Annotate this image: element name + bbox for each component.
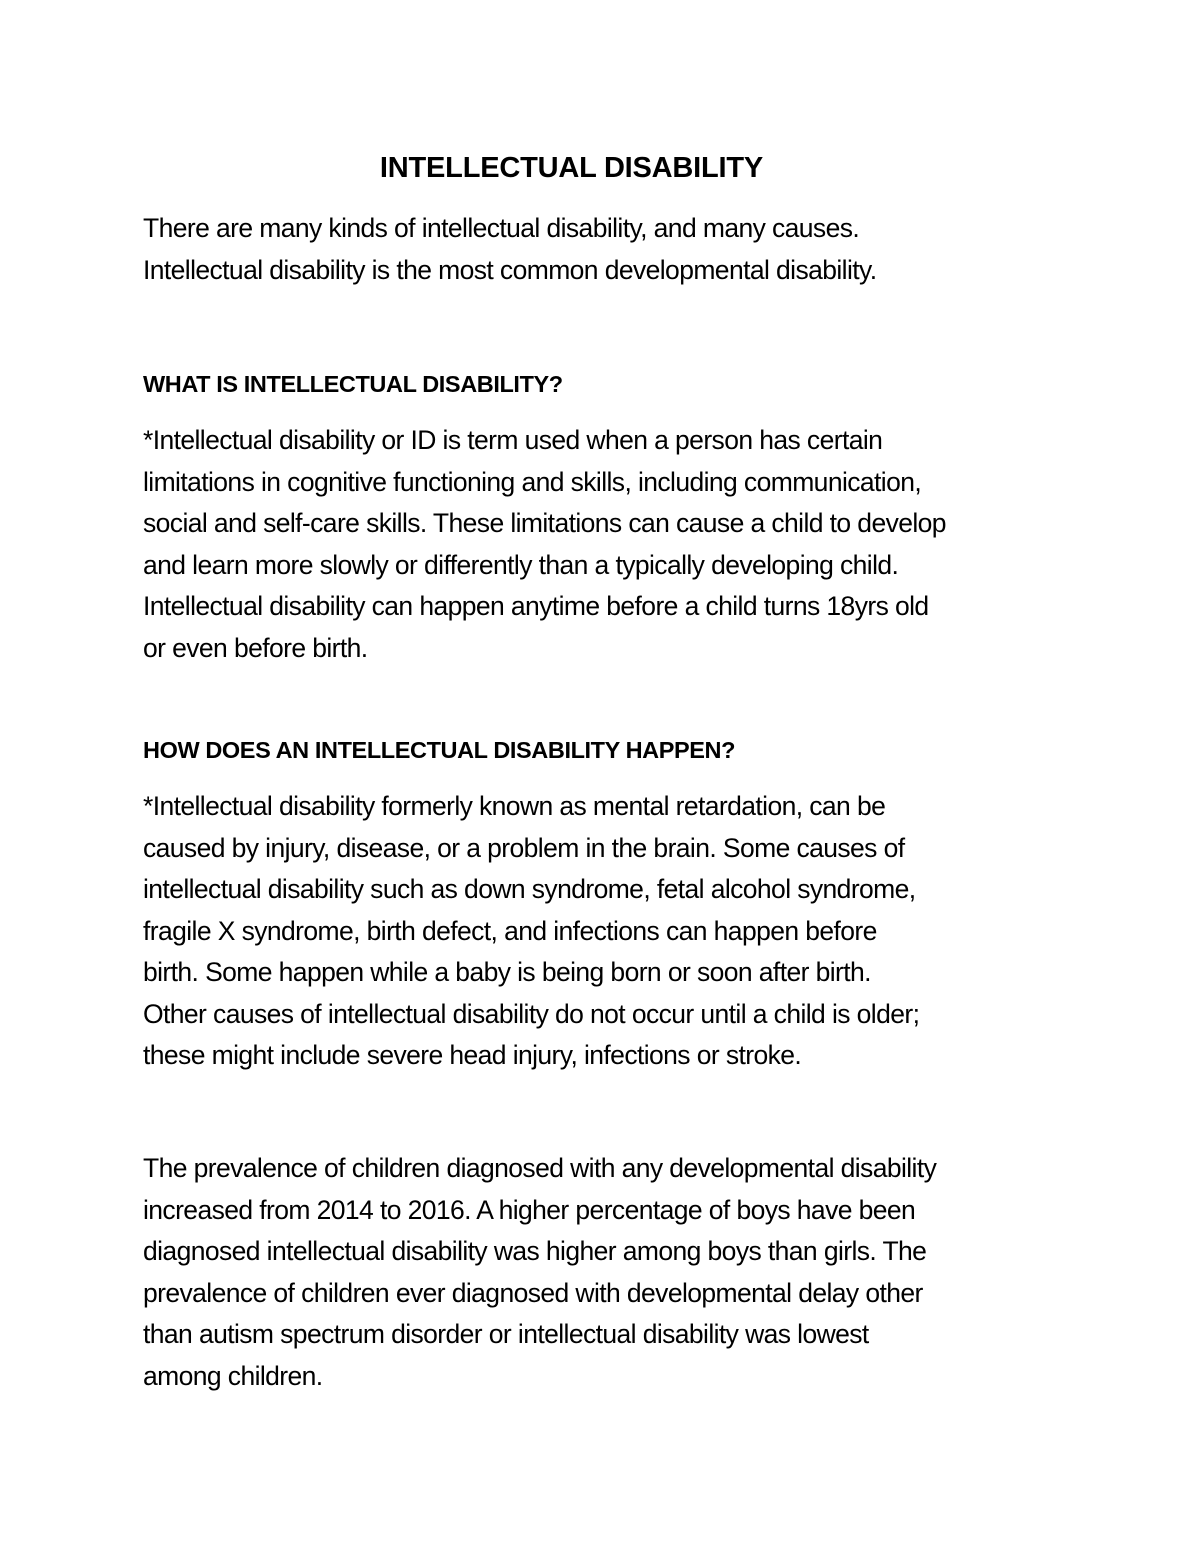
paragraph-line: *Intellectual disability or ID is term used when a person has certain: [143, 425, 883, 455]
paragraph-line: diagnosed intellectual disability was higher among boys than girls. The: [143, 1236, 927, 1266]
paragraph-line: these might include severe head injury, infections or stroke.: [143, 1040, 802, 1070]
paragraph-line: The prevalence of children diagnosed with any developmental disability: [143, 1153, 937, 1183]
paragraph-line: Intellectual disability can happen anytime before a child turns 18yrs old: [143, 591, 929, 621]
paragraph-line: *Intellectual disability formerly known as mental retardation, can be: [143, 791, 886, 821]
paragraph-line: increased from 2014 to 2016. A higher percentage of boys have been: [143, 1194, 916, 1225]
paragraph-line: prevalence of children ever diagnosed with developmental delay other: [143, 1277, 923, 1308]
paragraph-line: fragile X syndrome, birth defect, and infections can happen before: [143, 915, 877, 946]
paragraph-line: than autism spectrum disorder or intellectual disability was lowest: [143, 1319, 869, 1349]
paragraph-line: among children.: [143, 1360, 323, 1391]
section-what-heading-wrap: [143, 368, 1073, 400]
section-how-heading: HOW DOES AN INTELLECTUAL DISABILITY HAPPEN?: [143, 737, 736, 763]
section-what-heading: WHAT IS INTELLECTUAL DISABILITY?: [143, 371, 563, 397]
intro-paragraph: [143, 208, 1073, 291]
intro-line: Intellectual disability is the most common developmental disability.: [143, 254, 877, 285]
intro-line: There are many kinds of intellectual disability, and many causes.: [143, 213, 860, 243]
paragraph-line: limitations in cognitive functioning and skills, including communication,: [143, 466, 922, 497]
paragraph-line: Other causes of intellectual disability do not occur until a child is older;: [143, 998, 920, 1029]
paragraph-line: intellectual disability such as down syndrome, fetal alcohol syndrome,: [143, 874, 916, 904]
section-what-paragraph: [143, 420, 1073, 669]
document-title: INTELLECTUAL DISABILITY: [379, 152, 764, 184]
paragraph-line: or even before birth.: [143, 632, 368, 663]
section-how-paragraph: [143, 786, 1073, 1077]
paragraph-line: social and self-care skills. These limitations can cause a child to develop: [143, 508, 946, 538]
paragraph-line: birth. Some happen while a baby is being born or soon after birth.: [143, 957, 871, 987]
paragraph-line: and learn more slowly or differently than a typically developing child.: [143, 549, 899, 580]
prevalence-paragraph: [143, 1148, 1073, 1397]
section-how-heading-wrap: [143, 734, 1073, 766]
paragraph-line: caused by injury, disease, or a problem in the brain. Some causes of: [143, 832, 905, 863]
